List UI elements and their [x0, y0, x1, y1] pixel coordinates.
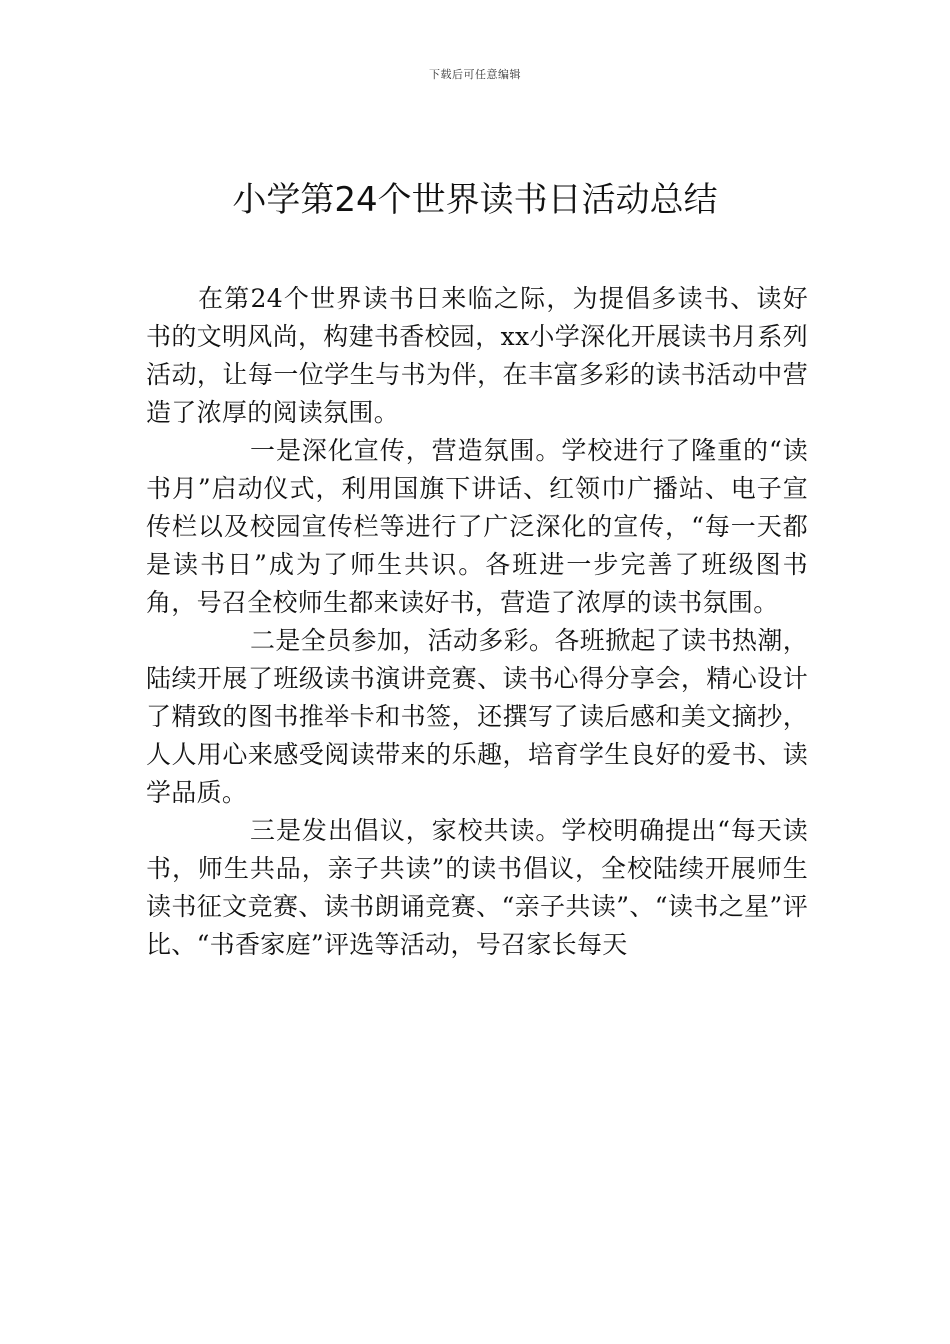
paragraph-publicity: 一是深化宣传，营造氛围。学校进行了隆重的“读书月”启动仪式，利用国旗下讲话、红领巾广播站、电子宣传栏以及校园宣传栏等进行了广泛深化的宣传，“每一天都是读书日”成为了师生共识。各班进一步完善了班级图书角，号召全校师生都来读好书，营造了浓厚的读书氛围。 — [146, 436, 808, 617]
header-note: 下载后可任意编辑 — [429, 68, 521, 81]
document-title: 小学第24个世界读书日活动总结 — [232, 180, 718, 220]
document-body — [146, 280, 808, 964]
paragraph-initiative: 三是发出倡议，家校共读。学校明确提出“每天读书，师生共品，亲子共读”的读书倡议，全校陆续开展师生读书征文竞赛、读书朗诵竞赛、“亲子共读”、“读书之星”评比、“书香家庭”评选等活动，号召家长每天 — [146, 816, 808, 959]
paragraph-participation: 二是全员参加，活动多彩。各班掀起了读书热潮，陆续开展了班级读书演讲竞赛、读书心得分享会，精心设计了精致的图书推举卡和书签，还撰写了读后感和美文摘抄，人人用心来感受阅读带来的乐趣，培育学生良好的爱书、读学品质。 — [146, 626, 808, 807]
paragraph-intro: 在第24个世界读书日来临之际，为提倡多读书、读好书的文明风尚，构建书香校园，xx小学深化开展读书月系列活动，让每一位学生与书为伴，在丰富多彩的读书活动中营造了浓厚的阅读氛围。 — [146, 284, 808, 427]
